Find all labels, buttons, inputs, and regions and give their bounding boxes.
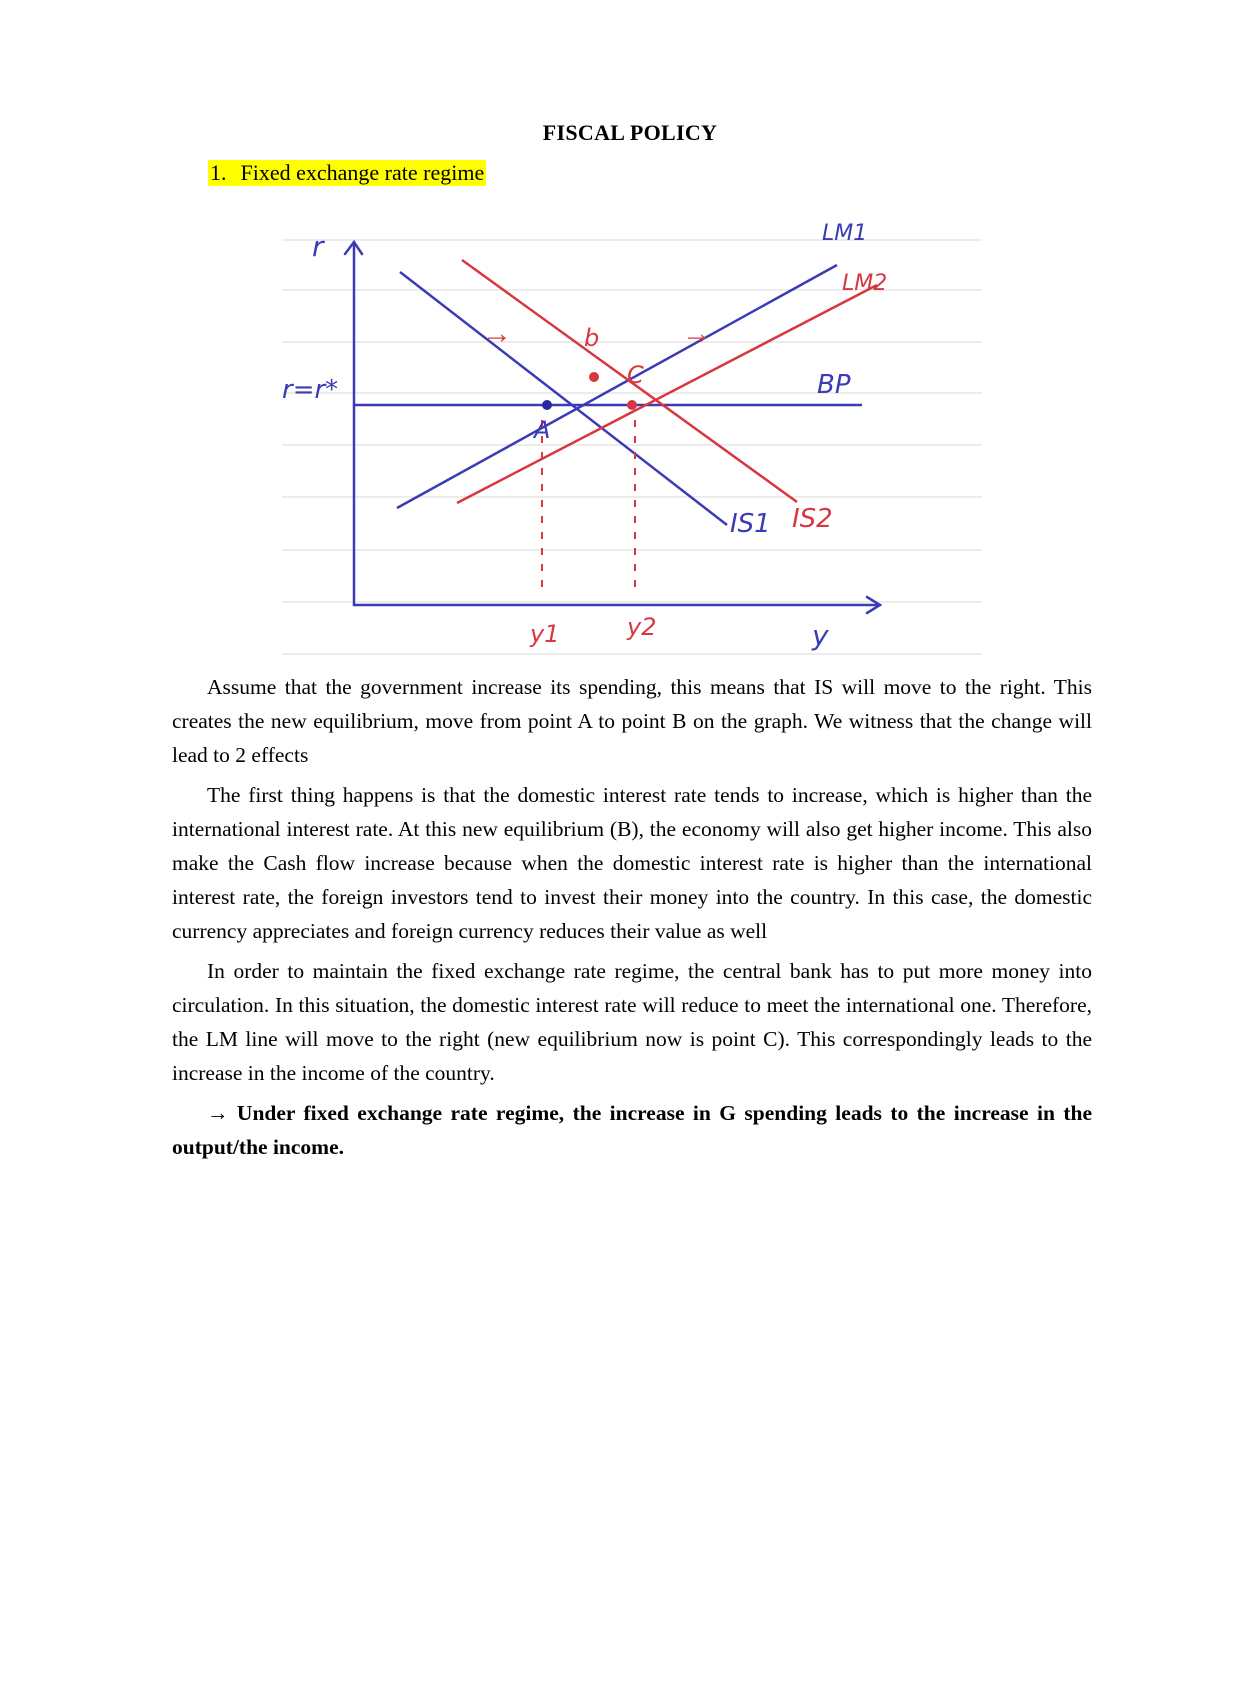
shift-arrow-right: → (682, 317, 712, 350)
paragraph: The first thing happens is that the domestic interest rate tends to increase, which is higher than the international interest rate. At this new equilibrium (B), the economy will also get higher income. This also make the Cash flow increase because when the domestic interest rate is higher than the international interest rate, the foreign investors tend to invest their money into the country. In this case, the domestic currency appreciates and foreign currency reduces their value as well (172, 783, 1092, 943)
paragraph: Assume that the government increase its spending, this means that IS will move to the right. This creates the new equilibrium, move from point A to point B on the graph. We witness that the change will lead to 2 effects (172, 675, 1092, 767)
page-title: FISCAL POLICY (542, 120, 718, 145)
point-a-label: A (534, 416, 551, 444)
lm1-line (397, 265, 837, 508)
body-text (172, 670, 1092, 1170)
bp-label: BP (817, 370, 851, 400)
y1-label: y1 (530, 620, 560, 648)
lm2-line (457, 285, 877, 503)
lm1-label: LM1 (822, 221, 868, 246)
point-b-dot (589, 372, 599, 382)
section-label: Fixed exchange rate regime (240, 160, 485, 185)
point-b-label: b (584, 324, 600, 352)
point-c-dot (627, 400, 637, 410)
point-a-dot (542, 400, 552, 410)
is2-label: IS2 (792, 504, 833, 534)
lm2-label: LM2 (842, 271, 888, 296)
is1-label: IS1 (730, 509, 771, 539)
paper-grid (282, 240, 982, 654)
y2-label: y2 (627, 613, 657, 641)
section-number: 1. (210, 160, 227, 185)
axis-x-label: y (812, 619, 829, 652)
point-c-label: C (627, 361, 644, 389)
is-lm-bp-diagram (282, 221, 982, 660)
conclusion: → Under fixed exchange rate regime, the increase in G spending leads to the increase in the output/the income. (172, 1101, 1092, 1159)
axis-y-label: r (312, 230, 324, 263)
section-heading (208, 160, 486, 186)
is1-line (400, 272, 727, 525)
rate-label: r=r* (282, 375, 339, 405)
paragraph: In order to maintain the fixed exchange rate regime, the central bank has to put more money into circulation. In this situation, the domestic interest rate will reduce to meet the international one. Therefore, the LM line will move to the right (new equilibrium now is point C). This correspondingly leads to the increase in the income of the country. (172, 959, 1092, 1085)
shift-arrow-left: → (482, 317, 512, 350)
